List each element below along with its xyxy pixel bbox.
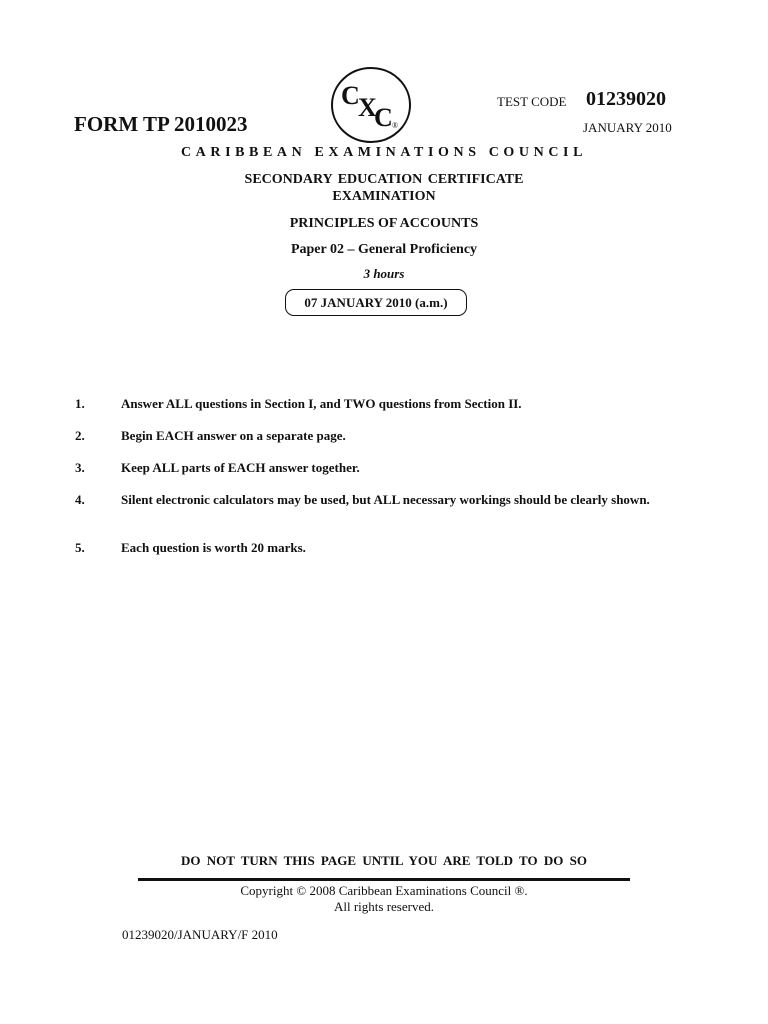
paper-title: Paper 02 – General Proficiency bbox=[290, 242, 478, 257]
copyright-notice: Copyright © 2008 Caribbean Examinations Council ®. bbox=[240, 883, 528, 898]
logo-letter-c1: C bbox=[341, 81, 360, 110]
instruction-text: Keep ALL parts of EACH answer together. bbox=[121, 460, 360, 475]
exam-date: 07 JANUARY 2010 (a.m.) bbox=[304, 294, 448, 310]
instruction-item bbox=[75, 540, 695, 556]
instruction-text: Silent electronic calculators may be used, but ALL necessary workings should be clearly shown. bbox=[121, 492, 650, 507]
exam-title-line2: EXAMINATION bbox=[332, 189, 436, 204]
instruction-text: Answer ALL questions in Section I, and TWO questions from Section II. bbox=[121, 396, 522, 411]
footer-divider bbox=[138, 878, 630, 881]
instruction-text: Begin EACH answer on a separate page. bbox=[121, 428, 346, 443]
footer-warning: DO NOT TURN THIS PAGE UNTIL YOU ARE TOLD TO DO SO bbox=[181, 853, 587, 868]
instruction-item bbox=[75, 428, 695, 444]
council-name: CARIBBEAN EXAMINATIONS COUNCIL bbox=[180, 145, 588, 160]
instruction-number: 4. bbox=[75, 492, 85, 507]
logo-letter-c2: C bbox=[374, 103, 393, 132]
test-code-value: 01239020 bbox=[586, 88, 666, 110]
footer-code: 01239020/JANUARY/F 2010 bbox=[122, 927, 278, 942]
logo-registered-mark: ® bbox=[392, 121, 399, 130]
form-code: FORM TP 2010023 bbox=[74, 112, 248, 136]
instruction-text: Each question is worth 20 marks. bbox=[121, 540, 306, 555]
test-code-label: TEST CODE bbox=[497, 94, 567, 109]
instruction-item bbox=[75, 492, 695, 508]
subject-title: PRINCIPLES OF ACCOUNTS bbox=[289, 216, 479, 231]
instruction-item bbox=[75, 460, 695, 476]
rights-notice: All rights reserved. bbox=[333, 899, 434, 914]
instruction-number: 3. bbox=[75, 460, 85, 475]
instruction-number: 5. bbox=[75, 540, 85, 555]
exam-date-box bbox=[285, 289, 467, 316]
instruction-number: 2. bbox=[75, 428, 85, 443]
exam-month: JANUARY 2010 bbox=[583, 120, 672, 135]
instruction-number: 1. bbox=[75, 396, 85, 411]
logo-letter-x: X bbox=[358, 93, 377, 122]
cxc-logo bbox=[330, 66, 412, 144]
exam-title-line1: SECONDARY EDUCATION CERTIFICATE bbox=[244, 172, 524, 187]
instruction-item bbox=[75, 396, 695, 412]
exam-duration: 3 hours bbox=[363, 266, 405, 281]
